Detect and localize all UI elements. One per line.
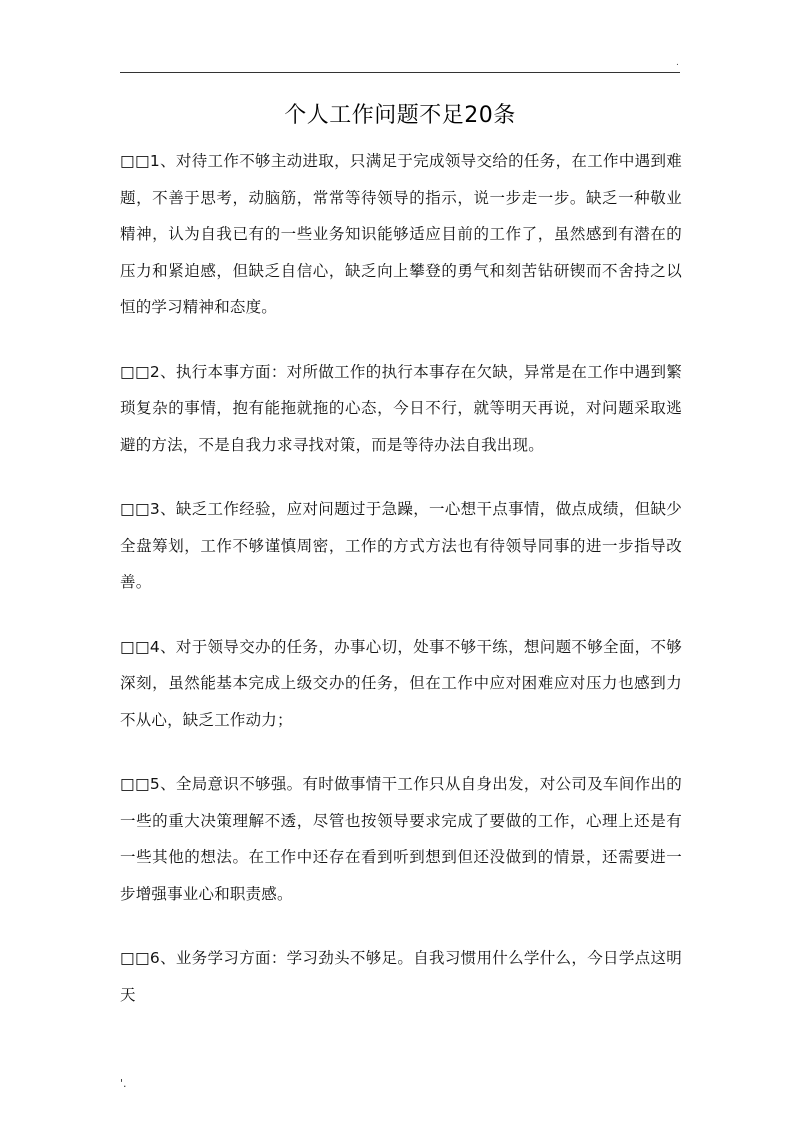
header-mark: . [676, 58, 679, 68]
paragraph-2: □□2、执行本事方面：对所做工作的执行本事存在欠缺，异常是在工作中遇到繁琐复杂的事情，抱有能拖就拖的心态，今日不行，就等明天再说，对问题采取逃避的方法，不是自我力求寻找对策，而是等待办法自我出现。 [120, 362, 682, 454]
paragraph-5: □□5、全局意识不够强。有时做事情干工作只从自身出发，对公司及车间作出的一些的重大决策理解不透，尽管也按领导要求完成了要做的工作，心理上还是有一些其他的想法。在工作中还存在看到听到想到但还没做到的情景，还需要进一步增强事业心和职责感。 [120, 775, 682, 903]
paragraph-4: □□4、对于领导交办的任务，办事心切，处事不够干练，想问题不够全面，不够深刻，虽然能基本完成上级交办的任务，但在工作中应对困难应对压力也感到力不从心，缺乏工作动力； [120, 637, 682, 729]
document-body [120, 143, 682, 1004]
paragraph-1: □□1、对待工作不够主动进取，只满足于完成领导交给的任务，在工作中遇到难题，不善于思考，动脑筋，常常等待领导的指示，说一步走一步。缺乏一种敬业精神，认为自我已有的一些业务知识能够适应目前的工作了，虽然感到有潜在的压力和紧迫感，但缺乏自信心，缺乏向上攀登的勇气和刻苦钻研锲而不舍持之以恒的学习精神和态度。 [120, 152, 682, 316]
paragraph-6: □□6、业务学习方面：学习劲头不够足。自我习惯用什么学什么，今日学点这明天 [120, 949, 682, 1004]
header-rule [120, 72, 680, 73]
document-title: 个人工作问题不足20条 [284, 103, 516, 128]
paragraph-3: □□3、缺乏工作经验，应对问题过于急躁，一心想干点事情，做点成绩，但缺少全盘筹划，工作不够谨慎周密，工作的方式方法也有待领导同事的进一步指导改善。 [120, 500, 682, 591]
footer-mark: '. [120, 1077, 127, 1090]
